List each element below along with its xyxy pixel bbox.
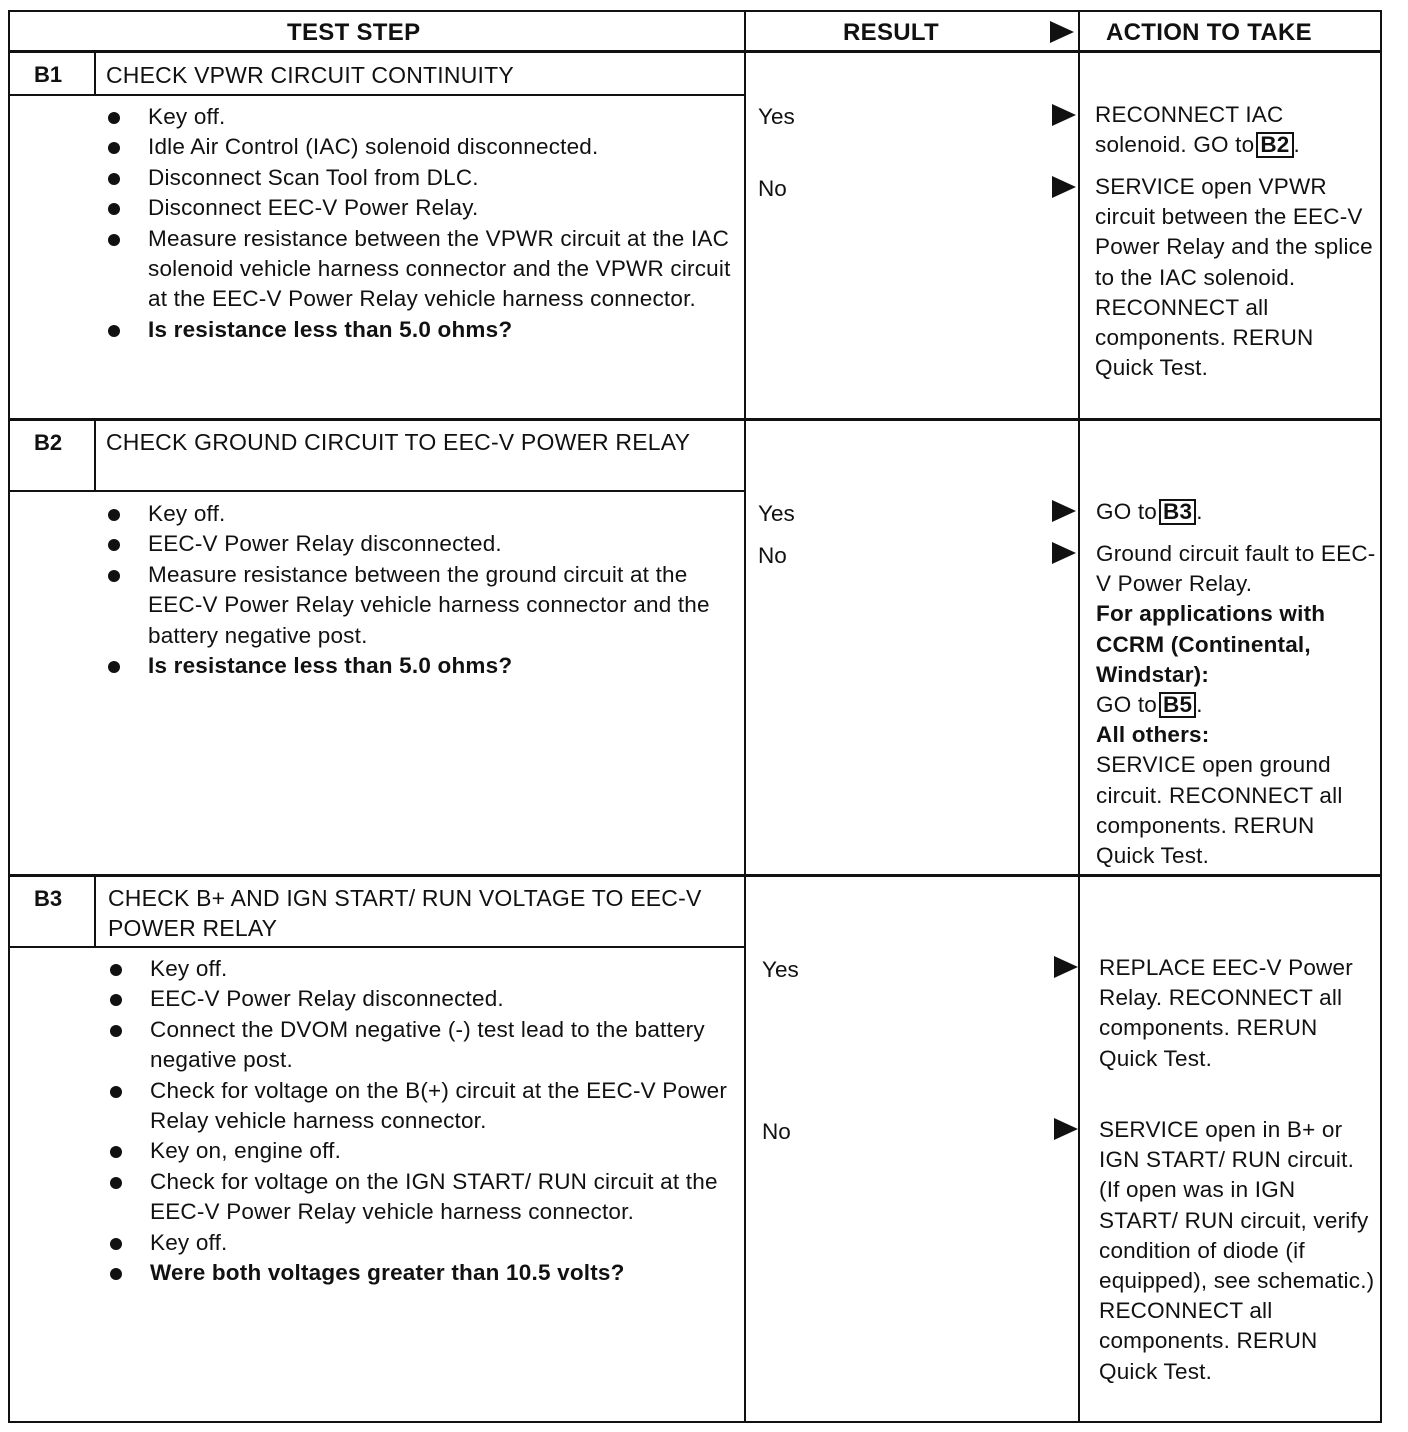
b2-no-action-goto — [1096, 690, 1376, 720]
b1-question: Is resistance less than 5.0 ohms? — [106, 315, 736, 345]
list-item: Key off. — [106, 499, 736, 529]
table-top-border — [8, 10, 1380, 12]
b1-step-list — [106, 102, 736, 345]
row-separator-b1-b2 — [8, 418, 1382, 421]
b1-step-code: B1 — [34, 62, 63, 87]
header-test-step: TEST STEP — [287, 19, 421, 46]
b2-title-underline — [8, 490, 745, 492]
b3-step-title: CHECK B+ AND IGN START/ RUN VOLTAGE TO EEC-V POWER RELAY — [108, 885, 702, 941]
b1-code-divider — [94, 53, 96, 95]
b2-no-action — [1096, 539, 1376, 871]
header-action: ACTION TO TAKE — [1106, 19, 1312, 46]
b2-question: Is resistance less than 5.0 ohms? — [106, 651, 736, 681]
b2-no-action-service: SERVICE open ground circuit. RECONNECT all components. RERUN Quick Test. — [1096, 752, 1343, 869]
b2-step-list — [106, 499, 736, 681]
list-item: Check for voltage on the IGN START/ RUN circuit at the EEC-V Power Relay vehicle harness connector. — [108, 1167, 740, 1228]
b2-no-action-line1: Ground circuit fault to EEC-V Power Relay. — [1096, 541, 1376, 597]
b3-step-list — [108, 954, 740, 1288]
list-item: Key on, engine off. — [108, 1136, 740, 1166]
table-right-border — [1380, 10, 1382, 1423]
b1-result-yes: Yes — [758, 104, 795, 129]
header-bottom-border — [8, 50, 1380, 53]
b3-no-action: SERVICE open in B+ or IGN START/ RUN circuit. (If open was in IGN START/ RUN circuit, verify condition of diode (if equipped), see schematic.) RECONNECT all components. RERUN Quick Test. — [1099, 1117, 1375, 1384]
list-item: EEC-V Power Relay disconnected. — [106, 529, 736, 559]
b3-question: Were both voltages greater than 10.5 volts? — [108, 1258, 740, 1288]
b3-step-code: B3 — [34, 886, 63, 911]
b1-yes-action — [1095, 100, 1375, 160]
b1-yes-arrow-icon — [1052, 104, 1076, 126]
b3-code-divider — [94, 877, 96, 947]
b1-title-underline — [8, 94, 745, 96]
table-bottom-border — [8, 1421, 1382, 1423]
b2-no-arrow-icon — [1052, 542, 1076, 564]
header-result: RESULT — [843, 19, 940, 46]
b3-no-arrow-icon — [1054, 1118, 1078, 1140]
b2-result-yes: Yes — [758, 501, 795, 526]
b3-result-yes: Yes — [762, 957, 799, 982]
b2-no-action-ccrm: For applications with CCRM (Continental, Windstar): — [1096, 601, 1326, 687]
b2-goto-ref[interactable]: B3 — [1159, 499, 1196, 525]
list-item: Measure resistance between the ground circuit at the EEC-V Power Relay vehicle harness connector and the battery negative post. — [106, 560, 736, 651]
b2-step-code: B2 — [34, 430, 63, 455]
b3-result-no: No — [762, 1119, 791, 1144]
b5-goto-ref[interactable]: B5 — [1159, 692, 1196, 718]
list-item: Key off. — [106, 102, 736, 132]
header-arrow-icon — [1050, 21, 1074, 43]
list-item: Idle Air Control (IAC) solenoid disconnected. — [106, 132, 736, 162]
b2-code-divider — [94, 421, 96, 491]
b2-yes-arrow-icon — [1052, 500, 1076, 522]
b1-no-action: SERVICE open VPWR circuit between the EEC-V Power Relay and the splice to the IAC solenoid. RECONNECT all components. RERUN Quick Test. — [1095, 174, 1373, 381]
list-item: Disconnect Scan Tool from DLC. — [106, 163, 736, 193]
b2-yes-action-end: . — [1196, 499, 1203, 524]
b2-no-action-others: All others: — [1096, 722, 1210, 748]
b1-step-title: CHECK VPWR CIRCUIT CONTINUITY — [106, 62, 514, 88]
b2-yes-action — [1096, 497, 1376, 527]
list-item: Key off. — [108, 954, 740, 984]
list-item: Measure resistance between the VPWR circuit at the IAC solenoid vehicle harness connector and the VPWR circuit at the EEC-V Power Relay vehicle harness connector. — [106, 224, 736, 315]
b1-goto-ref[interactable]: B2 — [1256, 132, 1293, 158]
b1-yes-action-end: . — [1293, 132, 1300, 158]
table-left-border — [8, 10, 10, 1423]
b3-yes-action: REPLACE EEC-V Power Relay. RECONNECT all components. RERUN Quick Test. — [1099, 955, 1353, 1071]
col-divider-action — [1078, 10, 1080, 1423]
b2-no-action-goto-text: GO to — [1096, 692, 1158, 718]
list-item: EEC-V Power Relay disconnected. — [108, 984, 740, 1014]
b3-yes-arrow-icon — [1054, 956, 1078, 978]
list-item: Key off. — [108, 1228, 740, 1258]
list-item: Check for voltage on the B(+) circuit at the EEC-V Power Relay vehicle harness connector. — [108, 1076, 740, 1137]
b2-yes-action-text: GO to — [1096, 499, 1158, 524]
list-item: Connect the DVOM negative (-) test lead to the battery negative post. — [108, 1015, 740, 1076]
b1-result-no: No — [758, 176, 787, 201]
b1-yes-action-text: RECONNECT IAC solenoid. GO to — [1095, 102, 1284, 158]
col-divider-result — [744, 10, 746, 1423]
b2-step-title: CHECK GROUND CIRCUIT TO EEC-V POWER RELAY — [106, 429, 691, 455]
b1-no-arrow-icon — [1052, 176, 1076, 198]
b3-title-underline — [8, 946, 745, 948]
row-separator-b2-b3 — [8, 874, 1382, 877]
list-item: Disconnect EEC-V Power Relay. — [106, 193, 736, 223]
b2-no-action-goto-end: . — [1196, 692, 1203, 718]
b2-result-no: No — [758, 543, 787, 568]
